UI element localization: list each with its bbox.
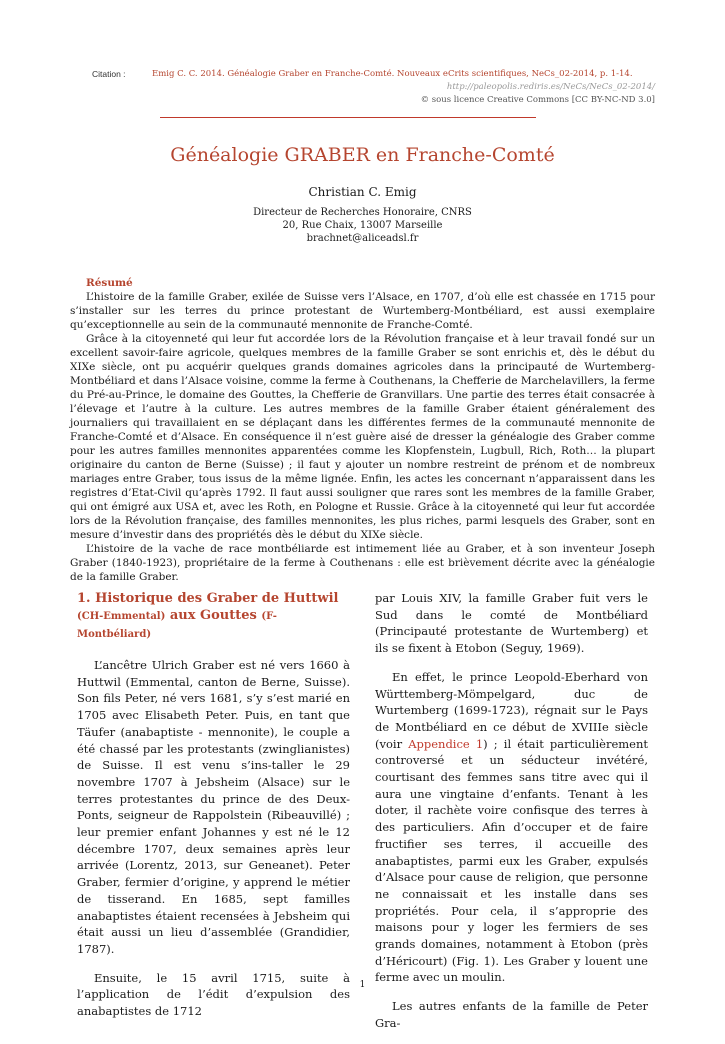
body-text: ) ; il était particulièrement controversé et un séducteur invétéré, courtisant des femmes sans titre avec qui il aura une vingtaine d’enfants. Tenant à les doter, il rachète voire confisque des terres à des particuliers. Afin d’occuper et de faire fructifier ses terres, il accueille des anabaptistes, parmi eux les Graber, expulsés d’Alsace pour cause de religion, que personne ne connaissait et les installe dans ses propriétés. Pour cela, il s’approprie des maisons pour y loger les fermiers de ses grands domaines, notamment à Etobon (près d’Héricourt) (Fig. 1). Les Graber y louent une ferme avec un moulin. bbox=[375, 736, 648, 985]
author-affiliation bbox=[0, 206, 725, 245]
body-paragraph: L’ancêtre Ulrich Graber est né vers 1660 à Huttwil (Emmental, canton de Berne, Suisse). Son fils Peter, né vers 1681, s’y s’est marié en 1705 avec Elisabeth Peter. Puis, en tant que Täufer (anabaptiste - mennonite), le couple a été chassé par les protestants (zwinglianistes) de Suisse. Il est venu s’ins-taller le 29 novembre 1707 à Jebsheim (Alsace) sur le terres protestantes du prince de des Deux-Ponts, seigneur de Rappolstein (Ribeauvillé) ; leur premier enfant Johannes y est né le 12 décembre 1707, deux semaines après leur arrivée (Lorentz, 2013, sur Geneanet). Peter Graber, fermier d’origine, y apprend le métier de tisserand. En 1685, sept familles anabaptistes étaient recensées à Jebsheim qui était aussi un lieu d’assemblée (Grandidier, 1787). bbox=[77, 658, 350, 956]
author-email[interactable]: brachnet@aliceadsl.fr bbox=[306, 233, 419, 244]
abstract-paragraph: Grâce à la citoyenneté qui leur fut accordée lors de la Révolution française et à leur travail fondé sur un excellent savoir-faire agricole, quelques membres de la famille Graber se sont enrichis et, dès le début du XIXe siècle, ont pu acquérir quelques grands domaines agricoles dans la principauté de Wurtemberg-Montbéliard et dans l’Alsace voisine, comme la ferme à Couthenans, la Chefferie de Marchelavillers, la ferme du Pré-au-Prince, le domaine des Gouttes, la Chefferie de Granvillars. Une partie des terres était consacrée à l’élevage et l’autre à la culture. Les autres membres de la famille Graber étaient généralement des journaliers qui travaillaient en se déplaçant dans les différentes fermes de la communauté mennonite de Franche-Comté et d’Alsace. En conséquence il n’est guère aisé de dresser la généalogie des Graber comme pour les autres familles mennonites apparentées comme les Klopfenstein, Lugbull, Rich, Roth… la plupart originaire du canton de Berne (Suisse) ; il faut y ajouter un nombre restreint de prénom et de nombreux mariages entre Graber, tous issus de la même lignée. Enfin, les actes les concernant n’apparaissent dans les registres d’Etat-Civil qu’après 1792. Il faut aussi souligner que rares sont les membres de la famille Graber, qui ont émigré aux USA et, avec les Roth, en Pologne et Russie. Grâce à la citoyenneté qui leur fut accordée lors de la Révolution française, des familles mennonites, les plus riches, parmi lesquels des Graber, sont en mesure d’investir dans des propriétés dès le début du XIXe siècle. bbox=[70, 333, 655, 541]
affiliation-line: Directeur de Recherches Honoraire, CNRS bbox=[253, 207, 472, 218]
body-paragraph: par Louis XIV, la famille Graber fuit vers le Sud dans le comté de Montbéliard (Principauté protestante de Wurtemberg) et ils se fixent à Etobon (Seguy, 1969). bbox=[375, 591, 648, 656]
right-column bbox=[375, 590, 648, 1044]
abstract-paragraph: L’histoire de la vache de race montbéliarde est intimement liée au Graber, et à son inventeur Joseph Graber (1840-1923), propriétaire de la ferme à Couthenans : elle est brièvement décrite avec la généalogie de la famille Graber. bbox=[70, 543, 655, 583]
citation-block bbox=[92, 68, 655, 107]
citation-url[interactable]: http://paleopolis.rediris.es/NeCs/NeCs_02-2014/ bbox=[446, 82, 655, 92]
author-name: Christian C. Emig bbox=[308, 185, 417, 199]
abstract-paragraph: L’histoire de la famille Graber, exilée de Suisse vers l’Alsace, en 1707, d’où elle est chassée en 1715 pour s’installer sur les terres du prince protestant de Wurtemberg-Montbéliard, est aussi exemplaire qu’exceptionnelle au sein de la communauté mennonite de Franche-Comté. bbox=[70, 291, 655, 331]
body-paragraph bbox=[375, 669, 648, 986]
body-paragraph: Les autres enfants de la famille de Peter Gra- bbox=[375, 999, 648, 1030]
left-column bbox=[77, 590, 350, 1032]
body-text: En effet, le prince Leopold-Eberhard von Württemberg-Mömpelgard, duc de Wurtemberg (1699-1723), régnait sur le Pays de Montbéliard en ce début de XVIIIe siècle (voir bbox=[375, 669, 648, 751]
paper-title: Généalogie GRABER en Franche-Comté bbox=[170, 144, 555, 166]
section-heading-part: (CH-Emmental) bbox=[77, 611, 166, 622]
header-divider bbox=[160, 117, 536, 118]
section-heading-part: 1. Historique des Graber de Huttwil bbox=[77, 591, 339, 606]
affiliation-line: 20, Rue Chaix, 13007 Marseille bbox=[282, 220, 443, 231]
citation-license: © sous licence Creative Commons [CC BY-NC-ND 3.0] bbox=[420, 95, 655, 105]
appendix-link[interactable]: Appendice 1 bbox=[408, 736, 484, 751]
abstract bbox=[70, 276, 655, 584]
section-heading-part: aux Gouttes bbox=[165, 608, 262, 623]
section-heading bbox=[77, 590, 350, 643]
body-paragraph: Ensuite, le 15 avril 1715, suite à l’application de l’édit d’expulsion des anabaptistes de 1712 bbox=[77, 970, 350, 1019]
page-number: 1 bbox=[359, 980, 366, 990]
citation-text: Emig C. C. 2014. Généalogie Graber en Franche-Comté. Nouveaux eCrits scientifiques, NeCs_02-2014, p. 1-14. bbox=[152, 69, 633, 79]
section-heading-part: (F-Montbéliard) bbox=[77, 611, 277, 640]
abstract-heading: Résumé bbox=[86, 277, 133, 289]
citation-label: Citation : bbox=[92, 69, 126, 79]
